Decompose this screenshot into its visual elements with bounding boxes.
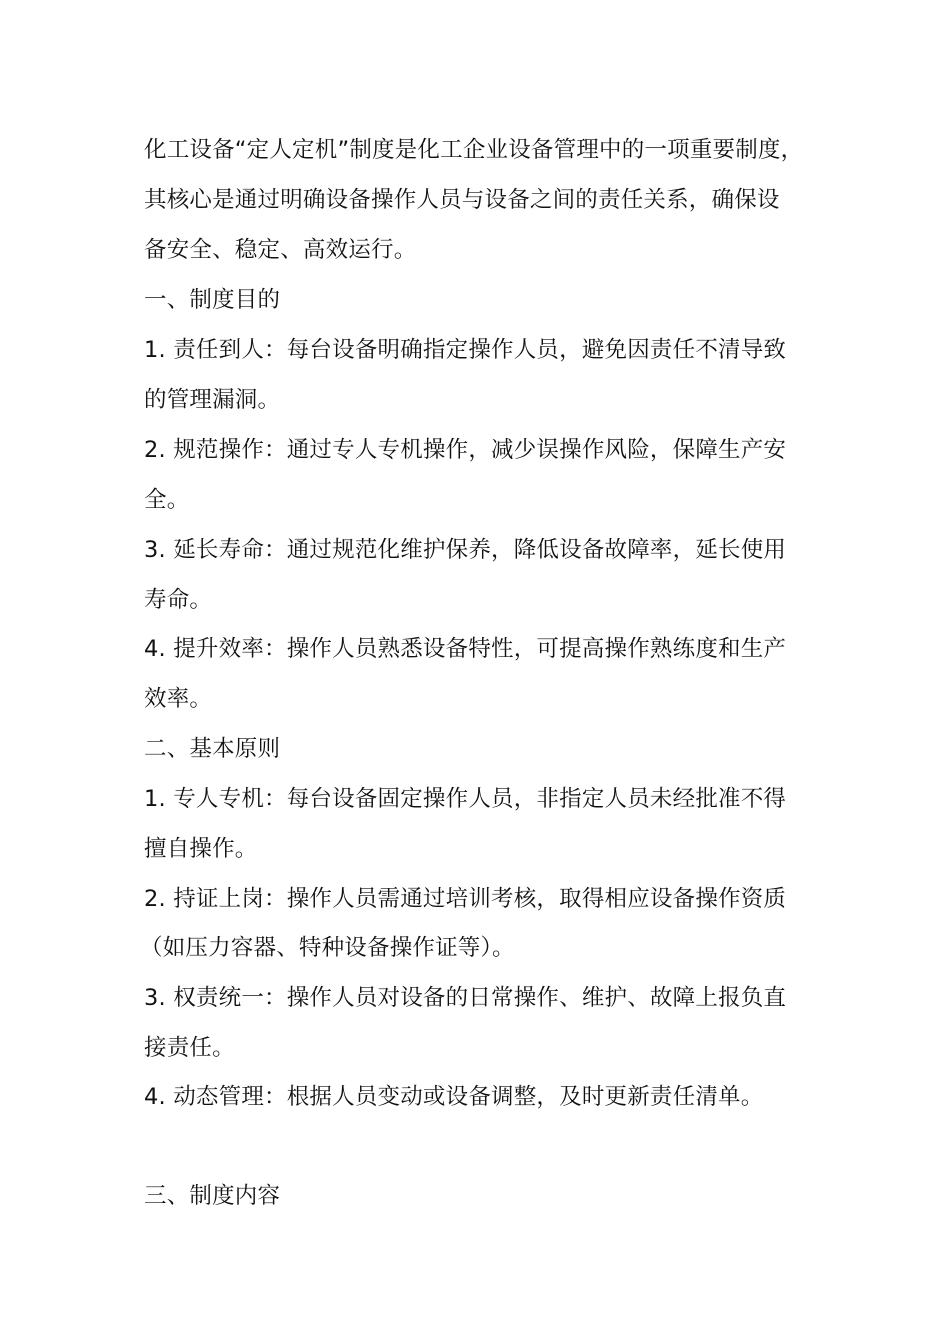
section-heading-purpose: 一、制度目的	[144, 287, 281, 313]
purpose-item-3-line-1: 3. 延长寿命：通过规范化维护保养，降低设备故障率，延长使用	[144, 537, 787, 563]
intro-line-3: 备安全、稳定、高效运行。	[144, 237, 417, 263]
purpose-item-1-line-1: 1. 责任到人：每台设备明确指定操作人员，避免因责任不清导致	[144, 337, 787, 363]
principle-item-3-line-2: 接责任。	[144, 1035, 235, 1061]
purpose-item-4-line-1: 4. 提升效率：操作人员熟悉设备特性，可提高操作熟练度和生产	[144, 636, 787, 662]
intro-line-2: 其核心是通过明确设备操作人员与设备之间的责任关系，确保设	[144, 187, 780, 213]
section-heading-content: 三、制度内容	[144, 1183, 281, 1209]
purpose-item-2-line-2: 全。	[144, 487, 190, 513]
principle-item-4-line-1: 4. 动态管理：根据人员变动或设备调整，及时更新责任清单。	[144, 1084, 764, 1110]
purpose-item-2-line-1: 2. 规范操作：通过专人专机操作，减少误操作风险，保障生产安	[144, 437, 787, 463]
principle-item-1-line-1: 1. 专人专机：每台设备固定操作人员，非指定人员未经批准不得	[144, 786, 787, 812]
purpose-item-1-line-2: 的管理漏洞。	[144, 387, 281, 413]
principle-item-1-line-2: 擅自操作。	[144, 836, 258, 862]
principle-item-2-line-1: 2. 持证上岗：操作人员需通过培训考核，取得相应设备操作资质	[144, 886, 787, 912]
principle-item-2-line-2: （如压力容器、特种设备操作证等）。	[140, 935, 515, 961]
purpose-item-4-line-2: 效率。	[144, 686, 213, 712]
intro-line-1: 化工设备“定人定机”制度是化工企业设备管理中的一项重要制度，	[144, 137, 804, 163]
principle-item-3-line-1: 3. 权责统一：操作人员对设备的日常操作、维护、故障上报负直	[144, 985, 787, 1011]
section-heading-principles: 二、基本原则	[144, 736, 281, 762]
purpose-item-3-line-2: 寿命。	[144, 587, 213, 613]
